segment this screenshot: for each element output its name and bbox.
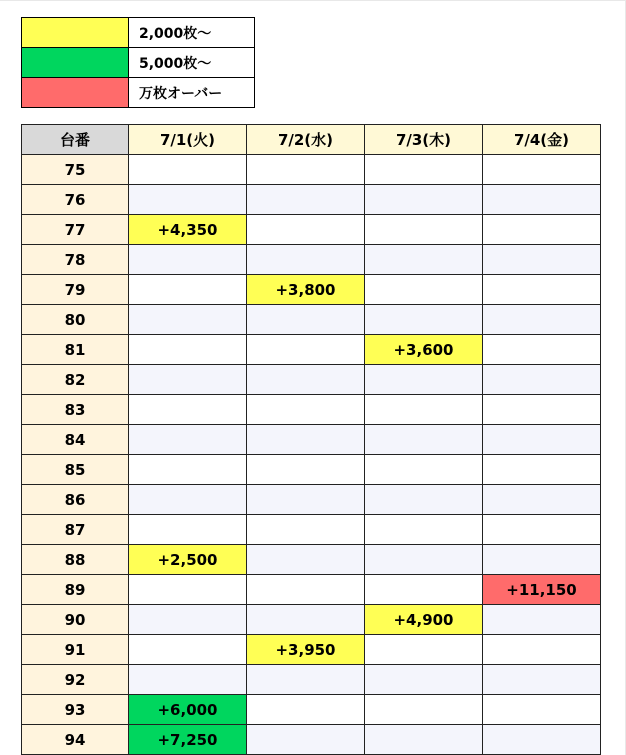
result-cell [483,305,601,335]
header-row [22,125,601,155]
result-cell [247,695,365,725]
result-cell [247,365,365,395]
legend-swatch-green [22,48,129,78]
result-cell [365,425,483,455]
result-cell [483,395,601,425]
result-cell [129,455,247,485]
result-cell [483,455,601,485]
table-row [22,245,601,275]
result-cell [247,395,365,425]
result-cell: +2,500 [129,545,247,575]
table-row [22,185,601,215]
result-cell [483,635,601,665]
result-cell [129,635,247,665]
machine-number-cell: 85 [22,455,129,485]
result-cell [483,425,601,455]
table-row [22,575,601,605]
result-cell [483,605,601,635]
legend-row [22,18,255,48]
table-row [22,635,601,665]
result-cell [483,245,601,275]
machine-number-cell: 76 [22,185,129,215]
result-cell [247,215,365,245]
date-header: 7/3(木) [365,125,483,155]
result-cell [129,665,247,695]
result-cell [365,485,483,515]
result-cell [129,485,247,515]
machine-number-cell: 81 [22,335,129,365]
result-cell: +3,950 [247,635,365,665]
machine-number-cell: 92 [22,665,129,695]
table-row [22,725,601,755]
table-row [22,335,601,365]
machine-number-cell: 80 [22,305,129,335]
result-cell [483,215,601,245]
machine-number-cell: 91 [22,635,129,665]
result-cell [247,545,365,575]
table-row [22,275,601,305]
legend-label: 2,000枚〜 [129,18,255,48]
result-cell [129,395,247,425]
date-header: 7/2(水) [247,125,365,155]
machine-results-table [21,124,601,755]
table-row [22,155,601,185]
table-row [22,545,601,575]
result-cell [365,695,483,725]
result-cell [483,695,601,725]
table-row [22,395,601,425]
result-cell [365,515,483,545]
result-cell [129,575,247,605]
machine-number-header: 台番 [22,125,129,155]
result-cell: +11,150 [483,575,601,605]
result-cell [365,245,483,275]
result-cell [129,305,247,335]
table-row [22,485,601,515]
result-cell [365,155,483,185]
result-cell [247,605,365,635]
machine-number-cell: 90 [22,605,129,635]
machine-number-cell: 89 [22,575,129,605]
machine-number-cell: 93 [22,695,129,725]
machine-number-cell: 79 [22,275,129,305]
result-cell [483,545,601,575]
result-cell [483,185,601,215]
result-cell: +3,800 [247,275,365,305]
result-cell [365,395,483,425]
result-cell [247,335,365,365]
legend-row [22,48,255,78]
result-cell [483,275,601,305]
machine-number-cell: 94 [22,725,129,755]
machine-number-cell: 84 [22,425,129,455]
result-cell [365,725,483,755]
result-cell [365,215,483,245]
result-cell [129,425,247,455]
result-cell [129,155,247,185]
machine-number-cell: 86 [22,485,129,515]
result-cell [483,665,601,695]
result-cell [365,275,483,305]
result-cell [365,185,483,215]
table-row [22,305,601,335]
result-cell [365,545,483,575]
machine-number-cell: 82 [22,365,129,395]
result-cell [483,485,601,515]
result-cell [483,725,601,755]
result-cell [247,245,365,275]
date-header: 7/1(火) [129,125,247,155]
result-cell [483,515,601,545]
table-row [22,215,601,245]
result-cell: +7,250 [129,725,247,755]
result-cell [483,365,601,395]
result-cell [247,665,365,695]
result-cell [365,455,483,485]
result-cell [483,335,601,365]
result-cell [365,305,483,335]
result-cell: +6,000 [129,695,247,725]
legend-label: 5,000枚〜 [129,48,255,78]
result-cell [365,365,483,395]
result-cell [129,365,247,395]
result-cell [129,605,247,635]
table-row [22,695,601,725]
table-row [22,425,601,455]
table-row [22,365,601,395]
date-header: 7/4(金) [483,125,601,155]
result-cell [247,305,365,335]
result-cell [129,515,247,545]
result-cell: +4,900 [365,605,483,635]
result-cell [247,575,365,605]
result-cell [129,335,247,365]
table-row [22,665,601,695]
result-cell: +3,600 [365,335,483,365]
machine-number-cell: 88 [22,545,129,575]
machine-number-cell: 75 [22,155,129,185]
table-row [22,455,601,485]
result-cell [247,725,365,755]
table-row [22,605,601,635]
result-cell [483,155,601,185]
machine-number-cell: 77 [22,215,129,245]
legend-label: 万枚オーバー [129,78,255,108]
result-cell [247,155,365,185]
result-cell [129,275,247,305]
machine-number-cell: 87 [22,515,129,545]
result-cell [247,185,365,215]
result-cell [247,485,365,515]
legend-swatch-yellow [22,18,129,48]
result-cell [247,515,365,545]
color-legend [21,17,255,108]
result-cell [129,185,247,215]
legend-swatch-red [22,78,129,108]
result-cell [129,245,247,275]
result-cell [365,635,483,665]
result-cell [247,455,365,485]
machine-number-cell: 83 [22,395,129,425]
result-cell [365,665,483,695]
table-row [22,515,601,545]
result-cell: +4,350 [129,215,247,245]
machine-number-cell: 78 [22,245,129,275]
top-divider [0,0,626,1]
result-cell [247,425,365,455]
result-cell [365,575,483,605]
legend-row [22,78,255,108]
